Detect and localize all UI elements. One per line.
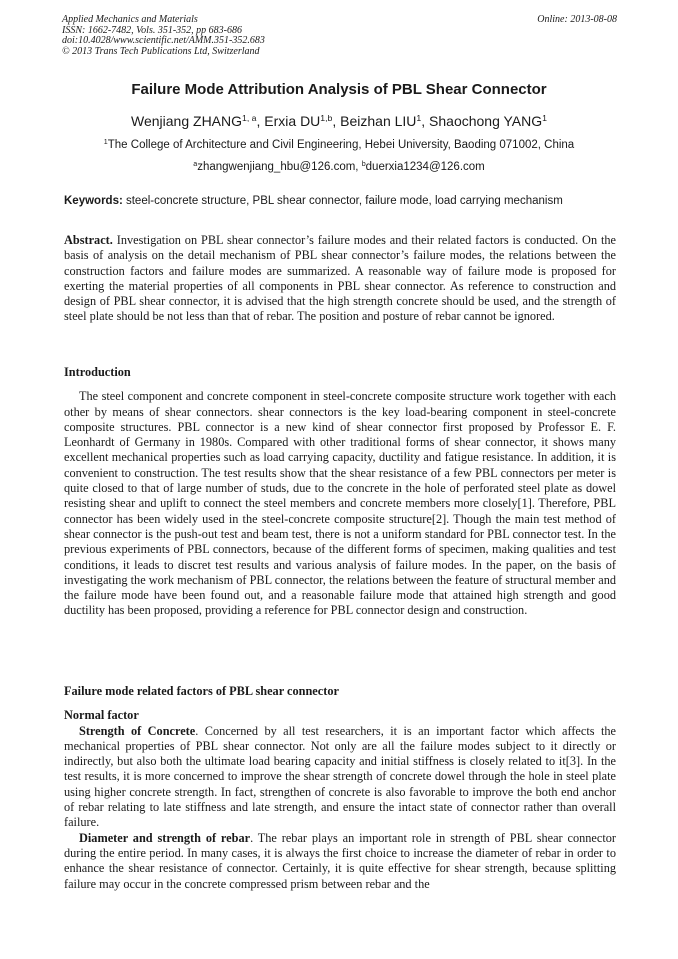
affiliation-text: The College of Architecture and Civil Engineering, Hebei University, Baoding 071002, China (107, 139, 575, 151)
affiliation (0, 139, 678, 151)
rebar-label: Diameter and strength of rebar (79, 830, 251, 845)
introduction-section (64, 365, 616, 619)
rebar-paragraph (64, 831, 616, 892)
introduction-paragraph: The steel component and concrete component in steel-concrete composite structure work together with each other by means of shear connectors. shear connectors is the key load-bearing component in steel-concrete composite structures. PBL connector is a new kind of shear connector first proposed by Professor E. F. Leonhardt of Germany in 1980s. Compared with other traditional forms of shear connector, it shows many excellent mechanical properties such as load carrying capacity, ductility and fatigue resistance. In addition, it is convenient to construction. The test results show that the shear resistance of a few PBL connectors per meter is quite closed to that of large number of studs, due to the concrete in the hole of perforated steel plate as dowel resisting shear and uplift to connect the steel members and concrete members more closely[1]. Therefore, PBL connector has been widely used in the steel-concrete composite structure[2]. Though the main test method of shear connector is the push-out test and beam test, there is not a uniform standard for PBL connector test. In the previous experiments of PBL connectors, because of the different forms of specimen, making qualities and test conditions, it leads to discret test results and various analysis of failure modes. In the paper, on the basis of investigating the work mechanism of PBL connector, the relations between the feature of structural member and the failure mode have been found out, and a reasonable failure mode that attained high strength and good ductility has been proposed, providing a reference for PBL connector design and construction. (64, 389, 616, 618)
author-name: Erxia DU (264, 113, 321, 129)
author-name: Shaochong YANG (429, 113, 543, 129)
failure-factors-section (64, 684, 616, 892)
author-superscript: 1,b (320, 113, 333, 124)
keywords (64, 195, 624, 207)
abstract-text: Investigation on PBL shear connector’s failure modes and their related factors is conducted. On the basis of analysis on the detail mechanism of PBL shear connector’s failure modes, the relations between the construction factors and failure modes are summarized. A reasonable way of failure mode is proposed for exerting the material properties of all components in PBL shear connector. As reference to construction and design of PBL shear connector, it is advised that the high strength concrete should be used, and the strength of steel plate should be not less than that of rebar. The position and posture of rebar cannot be ignored. (64, 233, 616, 324)
keywords-text: steel-concrete structure, PBL shear connector, failure mode, load carrying mechanism (122, 195, 563, 207)
author-superscript: 1 (542, 113, 547, 124)
keywords-label: Keywords: (64, 195, 123, 207)
failure-factors-heading: Failure mode related factors of PBL shear connector (64, 684, 339, 698)
abstract (64, 233, 616, 325)
doi-line: doi:10.4028/www.scientific.net/AMM.351-352.683 (62, 35, 265, 46)
author-superscript: 1, a (242, 113, 257, 124)
introduction-heading: Introduction (64, 365, 131, 379)
email-b: duerxia1234@126.com (365, 161, 485, 173)
normal-factor-heading: Normal factor (64, 708, 139, 723)
online-date: Online: 2013-08-08 (537, 14, 617, 25)
concrete-strength-label: Strength of Concrete (79, 723, 196, 738)
issn-line: ISSN: 1662-7482, Vols. 351-352, pp 683-686 (62, 24, 242, 36)
author-superscript: 1 (416, 113, 422, 124)
author-name: Wenjiang ZHANG (131, 113, 243, 129)
author-emails (0, 161, 678, 173)
concrete-strength-paragraph (64, 724, 616, 831)
email-a: zhangwenjiang_hbu@126.com, (197, 161, 362, 173)
author-list: Wenjiang ZHANG$^{1, a}$, Erxia DU$^{1,b}$, Beizhan LIU$^1$, Shaochong YANG$^1$ (131, 113, 547, 129)
affiliation-superscript: 1 (103, 138, 108, 147)
publication-header (62, 15, 617, 57)
author-name: Beizhan LIU (340, 113, 417, 129)
paper-title: Failure Mode Attribution Analysis of PBL Shear Connector (131, 81, 547, 98)
email-b-superscript: b (361, 160, 366, 169)
abstract-label: Abstract. (64, 233, 113, 247)
concrete-strength-text: . Concerned by all test researchers, it is an important factor which affects the mechanical properties of PBL shear connector. Not only are all the failure modes subject to it directly or indirectly, but also both the ultimate load bearing capacity and initial stiffness is closely related to it[3]. In the test results, it is more concerned to improve the shear strength of concrete dowel through the hole in steel plate using higher concrete strength. In fact, strengthen of concrete is also favorable to improve the both end anchor of rebar relating to late stiffness and late strength, and ensure the intact state of connector rather than overall failure. (64, 723, 616, 830)
rebar-text: . The rebar plays an important role in strength of PBL shear connector during the entire period. In many cases, it is always the first choice to increase the diameter of rebar in order to enhance the shear resistance of connector. Certainly, it is quite effective for shear strength, because splitting failure may occur in the concrete compressed prism between rebar and the (64, 830, 616, 891)
email-a-superscript: a (193, 160, 198, 169)
copyright-line: © 2013 Trans Tech Publications Ltd, Switzerland (62, 45, 260, 57)
journal-name: Applied Mechanics and Materials (62, 14, 198, 25)
